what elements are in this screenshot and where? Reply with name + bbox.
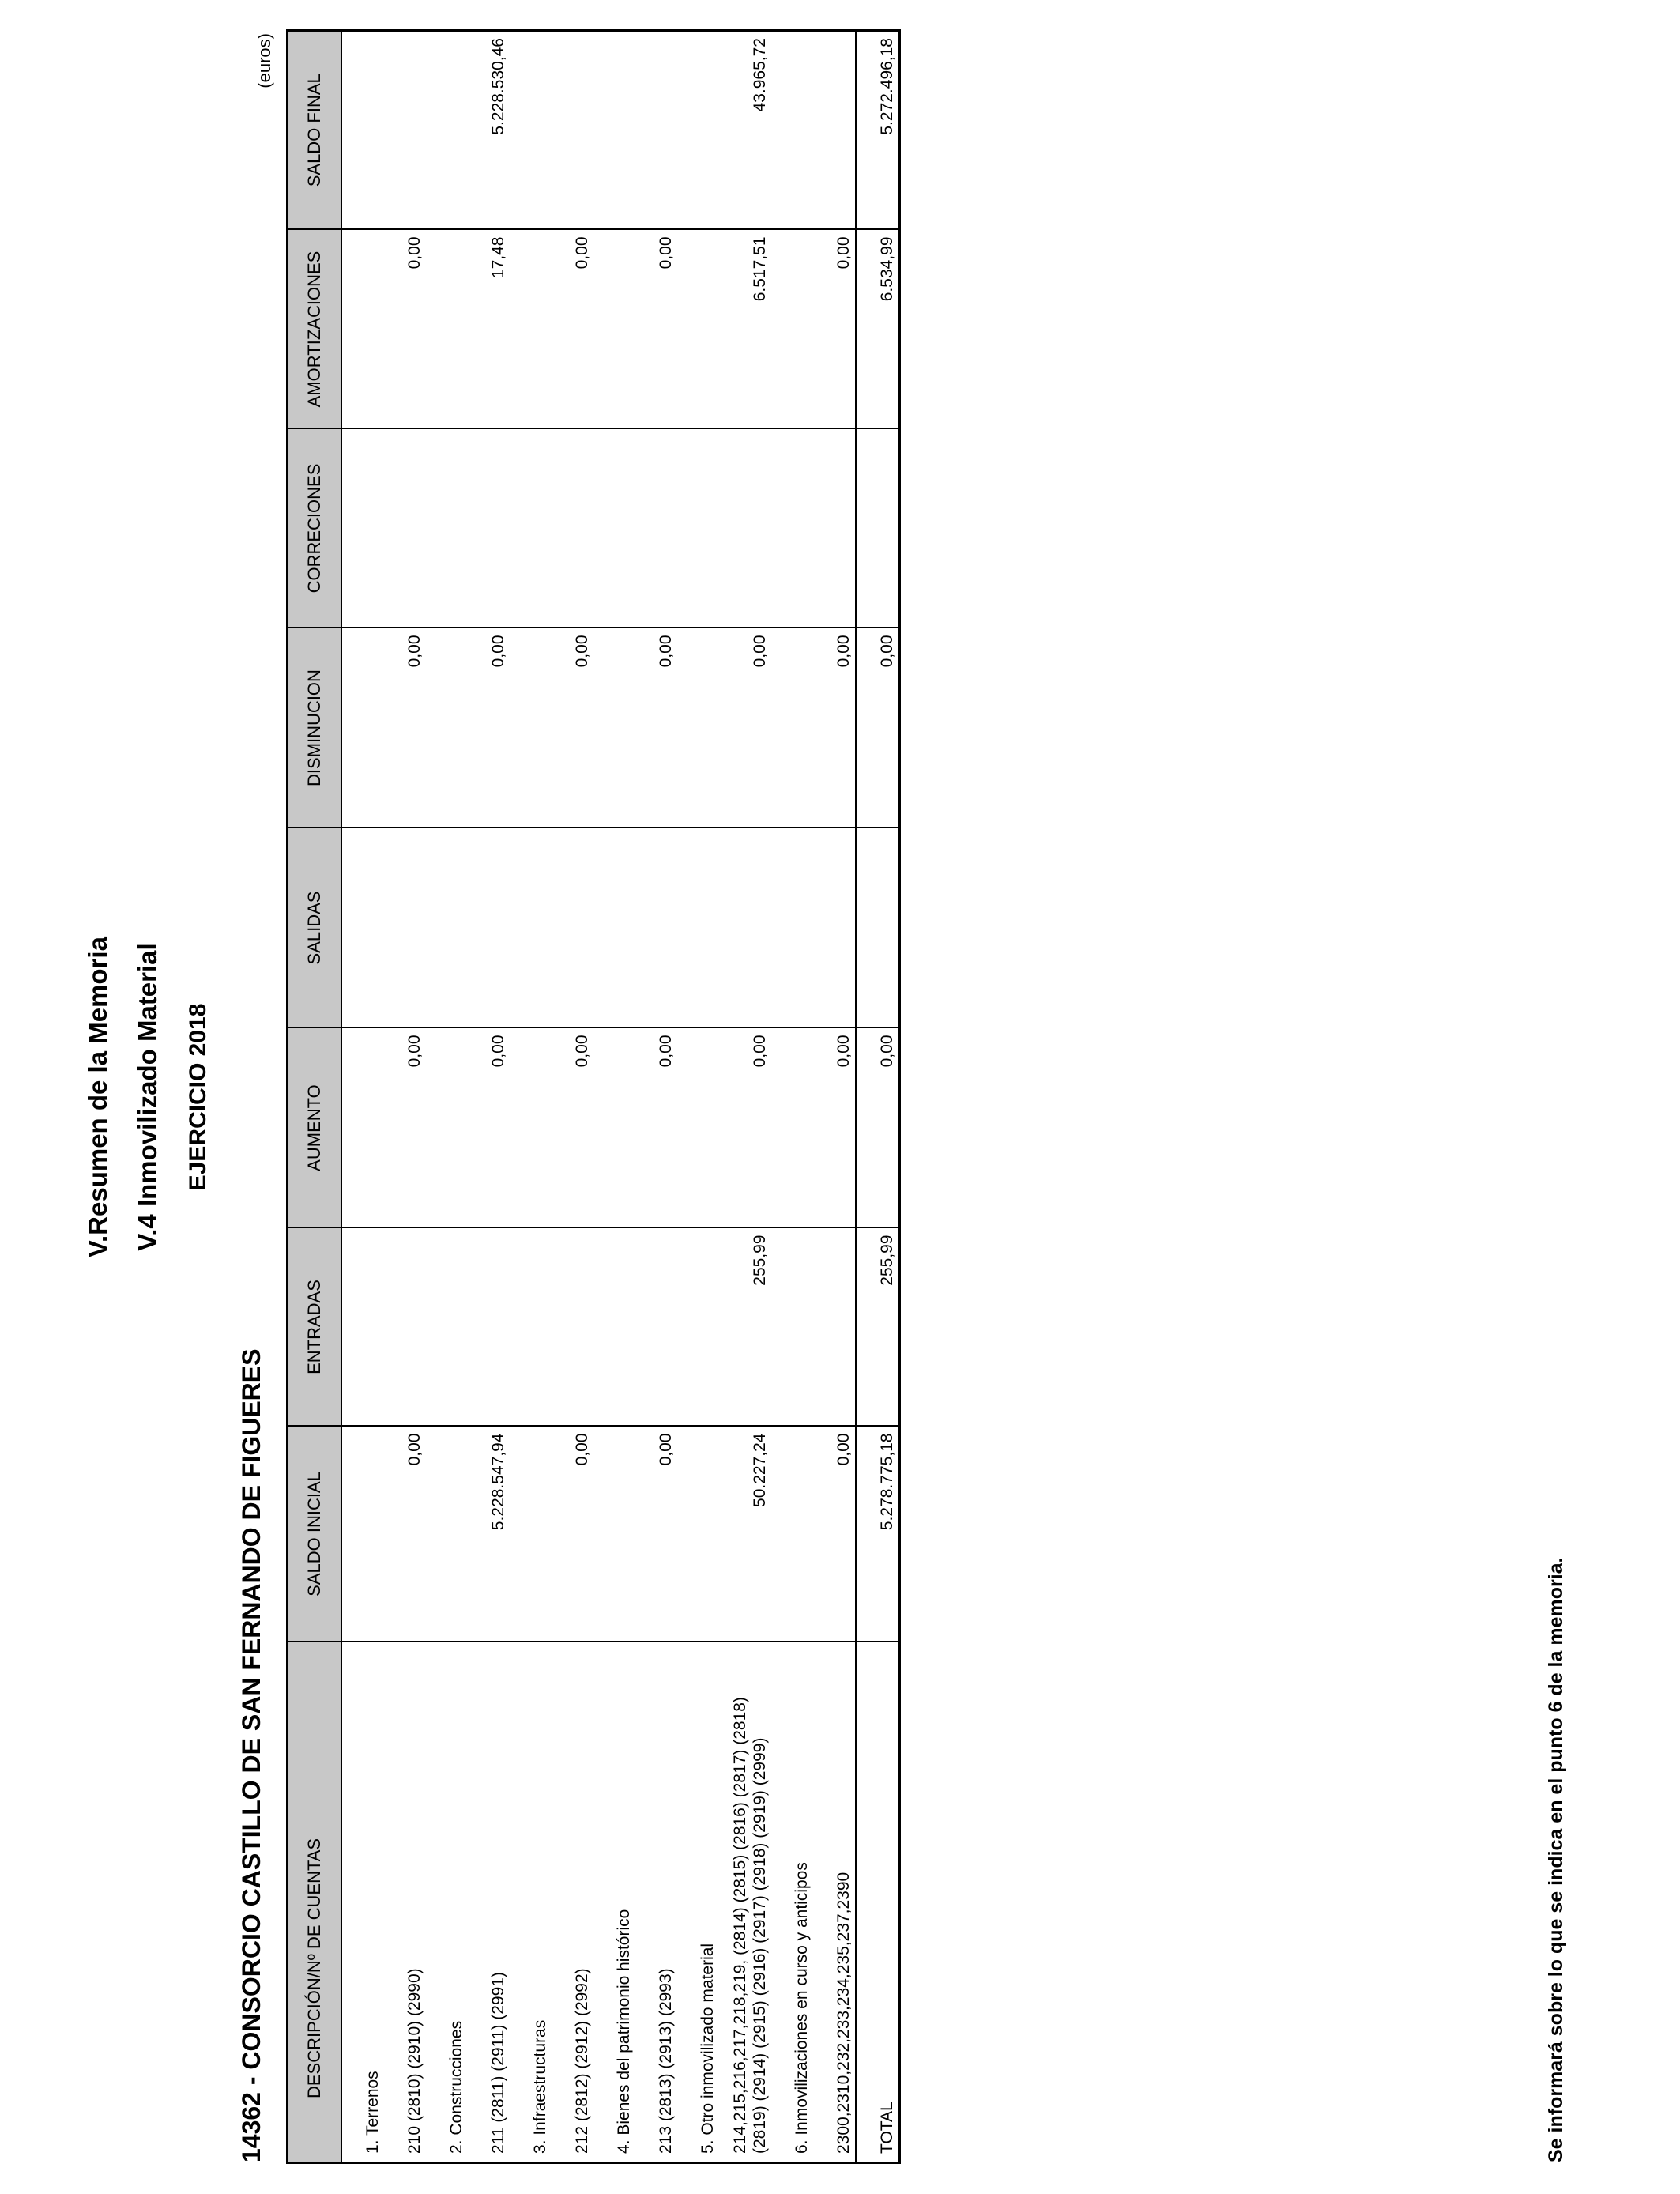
cell-salidas	[468, 828, 510, 1028]
cell-aumento: 0,00	[552, 1028, 593, 1228]
cell-description: 4. Bienes del patrimonio histórico	[593, 1642, 635, 2163]
table-row	[635, 31, 677, 2163]
cell-disminucion: 0,00	[813, 628, 856, 828]
currency-unit: (euros)	[254, 33, 274, 89]
cell-saldo-inicial	[771, 1427, 813, 1642]
cell-salidas	[677, 828, 719, 1028]
cell-amortizaciones: 0,00	[813, 230, 856, 429]
col-header-amortizaciones: AMORTIZACIONES	[288, 230, 342, 429]
table-row	[677, 31, 719, 2163]
cell-amortizaciones: 0,00	[635, 230, 677, 429]
fixed-assets-table	[286, 29, 901, 2164]
cell-disminucion	[771, 628, 813, 828]
cell-disminucion	[510, 628, 552, 828]
cell-aumento	[510, 1028, 552, 1228]
cell-disminucion: 0,00	[635, 628, 677, 828]
cell-saldo-inicial: 0,00	[635, 1427, 677, 1642]
col-header-disminucion: DISMINUCION	[288, 628, 342, 828]
cell-aumento: 0,00	[635, 1028, 677, 1228]
cell-entradas	[552, 1228, 593, 1427]
cell-saldo-inicial: 0,00	[813, 1427, 856, 1642]
cell-entradas	[510, 1228, 552, 1427]
cell-description: 211 (2811) (2911) (2991)	[468, 1642, 510, 2163]
cell-amortizaciones	[341, 230, 384, 429]
cell-saldo-inicial	[510, 1427, 552, 1642]
cell-disminucion	[677, 628, 719, 828]
cell-aumento	[677, 1028, 719, 1228]
col-header-correciones: CORRECIONES	[288, 429, 342, 628]
cell-disminucion	[426, 628, 468, 828]
table-row	[426, 31, 468, 2163]
cell-amortizaciones: 6.534,99	[856, 230, 900, 429]
cell-salidas	[384, 828, 426, 1028]
cell-description: 214,215,216,217,218,219, (2814) (2815) (2816) (2817) (2818) (2819) (2914) (2915) (2916) (2917) (2918) (2919) (2999)	[719, 1642, 771, 2163]
cell-disminucion	[341, 628, 384, 828]
cell-correciones	[813, 429, 856, 628]
cell-saldo-inicial	[677, 1427, 719, 1642]
cell-aumento: 0,00	[384, 1028, 426, 1228]
cell-entradas	[635, 1228, 677, 1427]
cell-entradas: 255,99	[719, 1228, 771, 1427]
cell-aumento: 0,00	[856, 1028, 900, 1228]
cell-saldo-inicial: 0,00	[384, 1427, 426, 1642]
col-header-saldo-final: SALDO FINAL	[288, 31, 342, 230]
cell-correciones	[635, 429, 677, 628]
cell-amortizaciones: 0,00	[384, 230, 426, 429]
cell-salidas	[635, 828, 677, 1028]
table-row	[719, 31, 771, 2163]
cell-aumento	[426, 1028, 468, 1228]
cell-aumento: 0,00	[468, 1028, 510, 1228]
cell-saldo-inicial: 5.228.547,94	[468, 1427, 510, 1642]
cell-salidas	[856, 828, 900, 1028]
cell-saldo-final	[813, 31, 856, 230]
cell-salidas	[510, 828, 552, 1028]
cell-description: 2. Construcciones	[426, 1642, 468, 2163]
col-header-salidas: SALIDAS	[288, 828, 342, 1028]
cell-amortizaciones: 0,00	[552, 230, 593, 429]
cell-entradas	[771, 1228, 813, 1427]
table-row	[593, 31, 635, 2163]
col-header-entradas: ENTRADAS	[288, 1228, 342, 1427]
cell-saldo-final	[510, 31, 552, 230]
cell-correciones	[593, 429, 635, 628]
cell-correciones	[341, 429, 384, 628]
document-title: V.Resumen de la Memoria	[83, 937, 112, 1257]
entity-name: 14362 - CONSORCIO CASTILLO DE SAN FERNANDO DE FIGUERES	[237, 1348, 266, 2162]
cell-saldo-final: 5.228.530,46	[468, 31, 510, 230]
col-header-description: DESCRIPCIÓN/Nº DE CUENTAS	[288, 1642, 342, 2163]
footer-note: Se informará sobre lo que se indica en el punto 6 de la memoria.	[1545, 1557, 1567, 2162]
cell-correciones	[677, 429, 719, 628]
table-row	[468, 31, 510, 2163]
cell-disminucion: 0,00	[552, 628, 593, 828]
cell-aumento: 0,00	[719, 1028, 771, 1228]
cell-amortizaciones	[677, 230, 719, 429]
cell-entradas	[677, 1228, 719, 1427]
cell-entradas	[593, 1228, 635, 1427]
cell-entradas	[426, 1228, 468, 1427]
cell-correciones	[552, 429, 593, 628]
cell-salidas	[593, 828, 635, 1028]
cell-description: TOTAL	[856, 1642, 900, 2163]
cell-description: 3. Infraestructuras	[510, 1642, 552, 2163]
cell-correciones	[856, 429, 900, 628]
cell-disminucion	[593, 628, 635, 828]
cell-saldo-inicial	[426, 1427, 468, 1642]
table-row	[341, 31, 384, 2163]
cell-disminucion: 0,00	[384, 628, 426, 828]
cell-entradas: 255,99	[856, 1228, 900, 1427]
cell-saldo-final	[771, 31, 813, 230]
cell-saldo-final	[552, 31, 593, 230]
cell-saldo-final	[593, 31, 635, 230]
cell-salidas	[813, 828, 856, 1028]
col-header-saldo-inicial: SALDO INICIAL	[288, 1427, 342, 1642]
cell-amortizaciones	[771, 230, 813, 429]
cell-amortizaciones	[426, 230, 468, 429]
cell-amortizaciones	[510, 230, 552, 429]
cell-saldo-inicial: 0,00	[552, 1427, 593, 1642]
cell-description: 6. Inmovilizaciones en curso y anticipos	[771, 1642, 813, 2163]
table-row	[552, 31, 593, 2163]
cell-description: 212 (2812) (2912) (2992)	[552, 1642, 593, 2163]
cell-correciones	[426, 429, 468, 628]
cell-disminucion: 0,00	[719, 628, 771, 828]
cell-salidas	[552, 828, 593, 1028]
cell-saldo-final: 5.272.496,18	[856, 31, 900, 230]
cell-saldo-final: 43.965,72	[719, 31, 771, 230]
cell-entradas	[468, 1228, 510, 1427]
table-row	[771, 31, 813, 2163]
cell-disminucion: 0,00	[856, 628, 900, 828]
cell-amortizaciones: 6.517,51	[719, 230, 771, 429]
cell-amortizaciones: 17,48	[468, 230, 510, 429]
fiscal-year-title: EJERCICIO 2018	[185, 1003, 211, 1191]
cell-saldo-final	[426, 31, 468, 230]
cell-entradas	[384, 1228, 426, 1427]
cell-correciones	[468, 429, 510, 628]
cell-salidas	[426, 828, 468, 1028]
table-header-row	[288, 31, 342, 2163]
cell-description: 1. Terrenos	[341, 1642, 384, 2163]
cell-saldo-final	[677, 31, 719, 230]
cell-saldo-inicial: 5.278.775,18	[856, 1427, 900, 1642]
cell-entradas	[341, 1228, 384, 1427]
cell-aumento	[341, 1028, 384, 1228]
cell-saldo-final	[384, 31, 426, 230]
table-row	[384, 31, 426, 2163]
col-header-aumento: AUMENTO	[288, 1028, 342, 1228]
cell-aumento	[593, 1028, 635, 1228]
cell-correciones	[719, 429, 771, 628]
cell-aumento: 0,00	[813, 1028, 856, 1228]
cell-description: 5. Otro inmovilizado material	[677, 1642, 719, 2163]
cell-saldo-inicial	[341, 1427, 384, 1642]
table-row	[813, 31, 856, 2163]
cell-saldo-final	[635, 31, 677, 230]
cell-correciones	[384, 429, 426, 628]
table-row	[510, 31, 552, 2163]
cell-disminucion: 0,00	[468, 628, 510, 828]
section-title: V.4 Inmovilizado Material	[133, 943, 162, 1251]
cell-saldo-final	[341, 31, 384, 230]
cell-salidas	[341, 828, 384, 1028]
cell-description: 213 (2813) (2913) (2993)	[635, 1642, 677, 2163]
cell-description: 210 (2810) (2910) (2990)	[384, 1642, 426, 2163]
cell-aumento	[771, 1028, 813, 1228]
cell-saldo-inicial: 50.227,24	[719, 1427, 771, 1642]
cell-salidas	[771, 828, 813, 1028]
cell-salidas	[719, 828, 771, 1028]
cell-correciones	[510, 429, 552, 628]
cell-correciones	[771, 429, 813, 628]
cell-amortizaciones	[593, 230, 635, 429]
cell-entradas	[813, 1228, 856, 1427]
cell-saldo-inicial	[593, 1427, 635, 1642]
cell-description: 2300,2310,232,233,234,235,237,2390	[813, 1642, 856, 2163]
table-row	[856, 31, 900, 2163]
